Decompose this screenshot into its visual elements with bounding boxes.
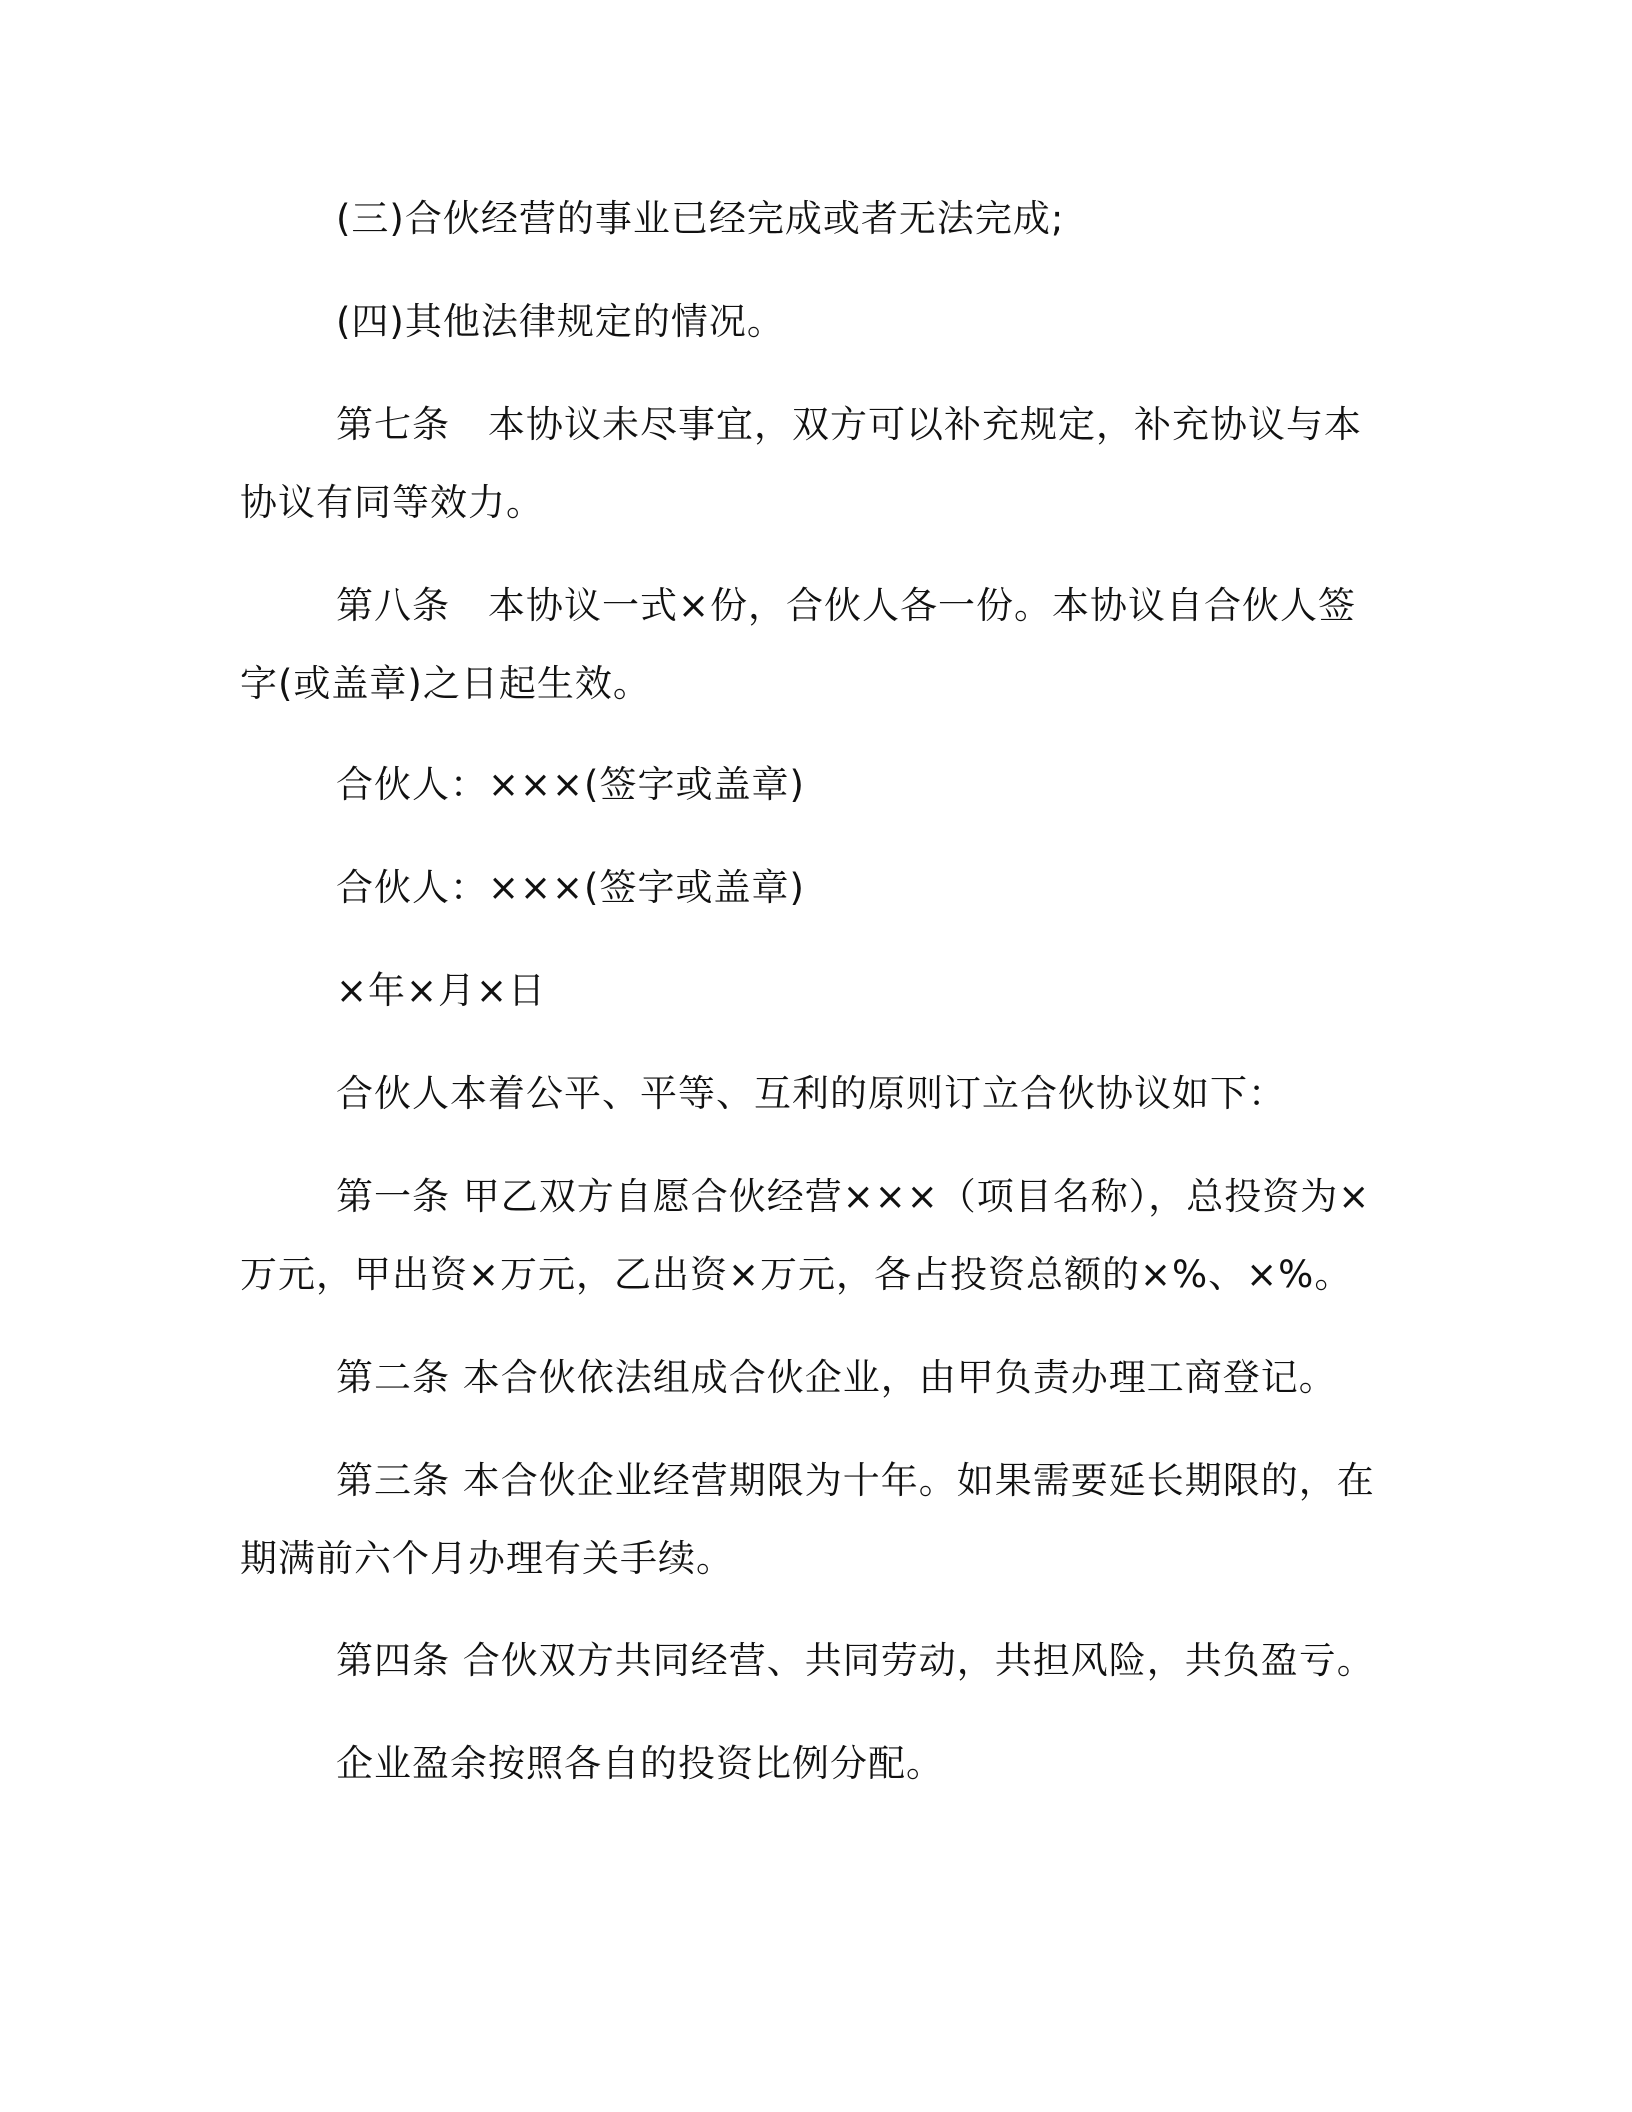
partner-signature-1: 合伙人：×××(签字或盖章)	[336, 763, 805, 806]
article-8: 第八条 本协议一式×份，合伙人各一份。本协议自合伙人签字(或盖章)之日起生效。	[240, 584, 1357, 705]
article-3: 第三条 本合伙企业经营期限为十年。如果需要延长期限的，在期满前六个月办理有关手续。	[240, 1459, 1375, 1580]
partner-signature-2: 合伙人：×××(签字或盖章)	[336, 866, 805, 909]
article-2: 第二条 本合伙依法组成合伙企业，由甲负责办理工商登记。	[336, 1356, 1337, 1399]
agreement-intro: 合伙人本着公平、平等、互利的原则订立合伙协议如下：	[336, 1072, 1286, 1115]
article-1: 第一条 甲乙双方自愿合伙经营×××（项目名称），总投资为×万元，甲出资×万元，乙出资×万元，各占投资总额的×%、×%。	[240, 1175, 1371, 1296]
article-7: 第七条 本协议未尽事宜，双方可以补充规定，补充协议与本协议有同等效力。	[240, 403, 1362, 524]
profit-distribution: 企业盈余按照各自的投资比例分配。	[336, 1742, 944, 1785]
clause-3-item: (三)合伙经营的事业已经完成或者无法完成;	[336, 197, 1065, 240]
article-4: 第四条 合伙双方共同经营、共同劳动，共担风险，共负盈亏。	[336, 1639, 1375, 1682]
signing-date: ×年×月×日	[336, 969, 547, 1012]
clause-4-item: (四)其他法律规定的情况。	[336, 300, 785, 343]
